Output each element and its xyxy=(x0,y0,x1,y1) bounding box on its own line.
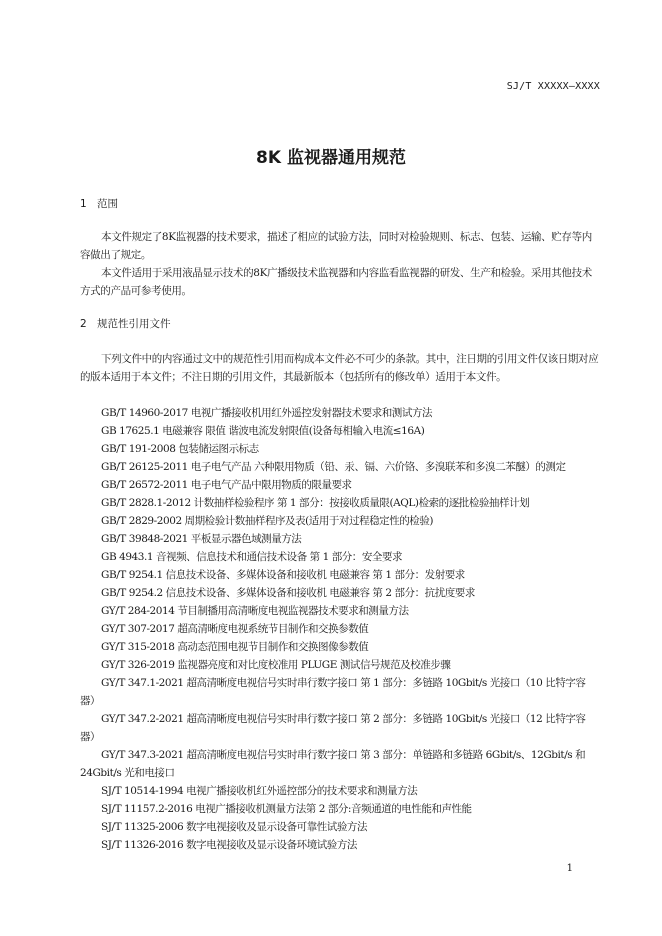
reference-item: GB/T 14960-2017 电视广播接收机用红外遥控发射器技术要求和测试方法 xyxy=(101,407,432,419)
reference-item: GY/T 315-2018 高动态范围电视节目制作和交换图像参数值 xyxy=(101,641,369,653)
document-code: SJ/T XXXXX—XXXX xyxy=(506,81,600,92)
reference-item: SJ/T 11326-2016 数字电视接收及显示设备环境试验方法 xyxy=(101,839,357,851)
reference-item: GY/T 347.1-2021 超高清晰度电视信号实时串行数字接口 第 1 部分：多链路 10Gbit/s 光接口（10 比特字容器） xyxy=(80,677,586,707)
reference-list xyxy=(80,404,600,854)
reference-item: GB 17625.1 电磁兼容 限值 谐波电流发射限值(设备每相输入电流≤16A) xyxy=(101,425,425,437)
reference-item: GB/T 9254.1 信息技术设备、多媒体设备和接收机 电磁兼容 第 1 部分：发射要求 xyxy=(101,569,465,581)
reference-item: SJ/T 11325-2006 数字电视接收及显示设备可靠性试验方法 xyxy=(101,821,367,833)
section-title: 规范性引用文件 xyxy=(97,318,171,330)
document-title: 8K 监视器通用规范 xyxy=(256,148,406,168)
reference-item: GB/T 39848-2021 平板显示器色域测量方法 xyxy=(101,533,302,545)
references-intro-paragraph: 下列文件中的内容通过文中的规范性引用而构成本文件必不可少的条款。其中，注日期的引用文件仅该日期对应的版本适用于本文件；不注日期的引用文件，其最新版本（包括所有的修改单）适用于本文件。 xyxy=(80,353,599,383)
reference-item: GB/T 9254.2 信息技术设备、多媒体设备和接收机 电磁兼容 第 2 部分：抗扰度要求 xyxy=(101,587,475,599)
reference-item: GB/T 2829-2002 周期检验计数抽样程序及表(适用于对过程稳定性的检验) xyxy=(101,515,434,527)
reference-item: GY/T 326-2019 监视器亮度和对比度校准用 PLUGE 测试信号规范及校准步骤 xyxy=(101,659,451,671)
reference-item: GB 4943.1 音视频、信息技术和通信技术设备 第 1 部分：安全要求 xyxy=(101,551,403,563)
section-number: 2 xyxy=(80,318,87,330)
reference-item: SJ/T 11157.2-2016 电视广播接收机测量方法第 2 部分:音频通道的电性能和声性能 xyxy=(101,803,472,815)
reference-item: GY/T 347.3-2021 超高清晰度电视信号实时串行数字接口 第 3 部分：单链路和多链路 6Gbit/s、12Gbit/s 和 24Gbit/s 光和电接口 xyxy=(80,749,586,779)
page-number: 1 xyxy=(566,863,573,874)
section-number: 1 xyxy=(80,198,87,210)
reference-item: GB/T 26125-2011 电子电气产品 六种限用物质（铅、汞、镉、六价铬、多溴联苯和多溴二苯醚）的测定 xyxy=(101,461,566,473)
reference-item: GY/T 284-2014 节目制播用高清晰度电视监视器技术要求和测量方法 xyxy=(101,605,409,617)
reference-item: GY/T 347.2-2021 超高清晰度电视信号实时串行数字接口 第 2 部分：多链路 10Gbit/s 光接口（12 比特字容器） xyxy=(80,713,586,743)
scope-paragraph-1: 本文件规定了8K监视器的技术要求，描述了相应的试验方法，同时对检验规则、标志、包装、运输、贮存等内容做出了规定。 xyxy=(80,231,592,261)
reference-item: SJ/T 10514-1994 电视广播接收机红外遥控部分的技术要求和测量方法 xyxy=(101,785,418,797)
reference-item: GB/T 191-2008 包装储运图示标志 xyxy=(101,443,259,455)
section-heading-normative-references xyxy=(80,316,171,331)
reference-item: GY/T 307-2017 超高清晰度电视系统节目制作和交换参数值 xyxy=(101,623,369,635)
section-title: 范围 xyxy=(97,198,118,210)
scope-paragraph-2: 本文件适用于采用液晶显示技术的8K广播级技术监视器和内容监看监视器的研发、生产和检验。采用其他技术方式的产品可参考使用。 xyxy=(80,267,592,297)
section-heading-scope xyxy=(80,196,118,211)
reference-item: GB/T 26572-2011 电子电气产品中限用物质的限量要求 xyxy=(101,479,352,491)
reference-item: GB/T 2828.1-2012 计数抽样检验程序 第 1 部分：按接收质量限(AQL)检索的逐批检验抽样计划 xyxy=(101,497,530,509)
